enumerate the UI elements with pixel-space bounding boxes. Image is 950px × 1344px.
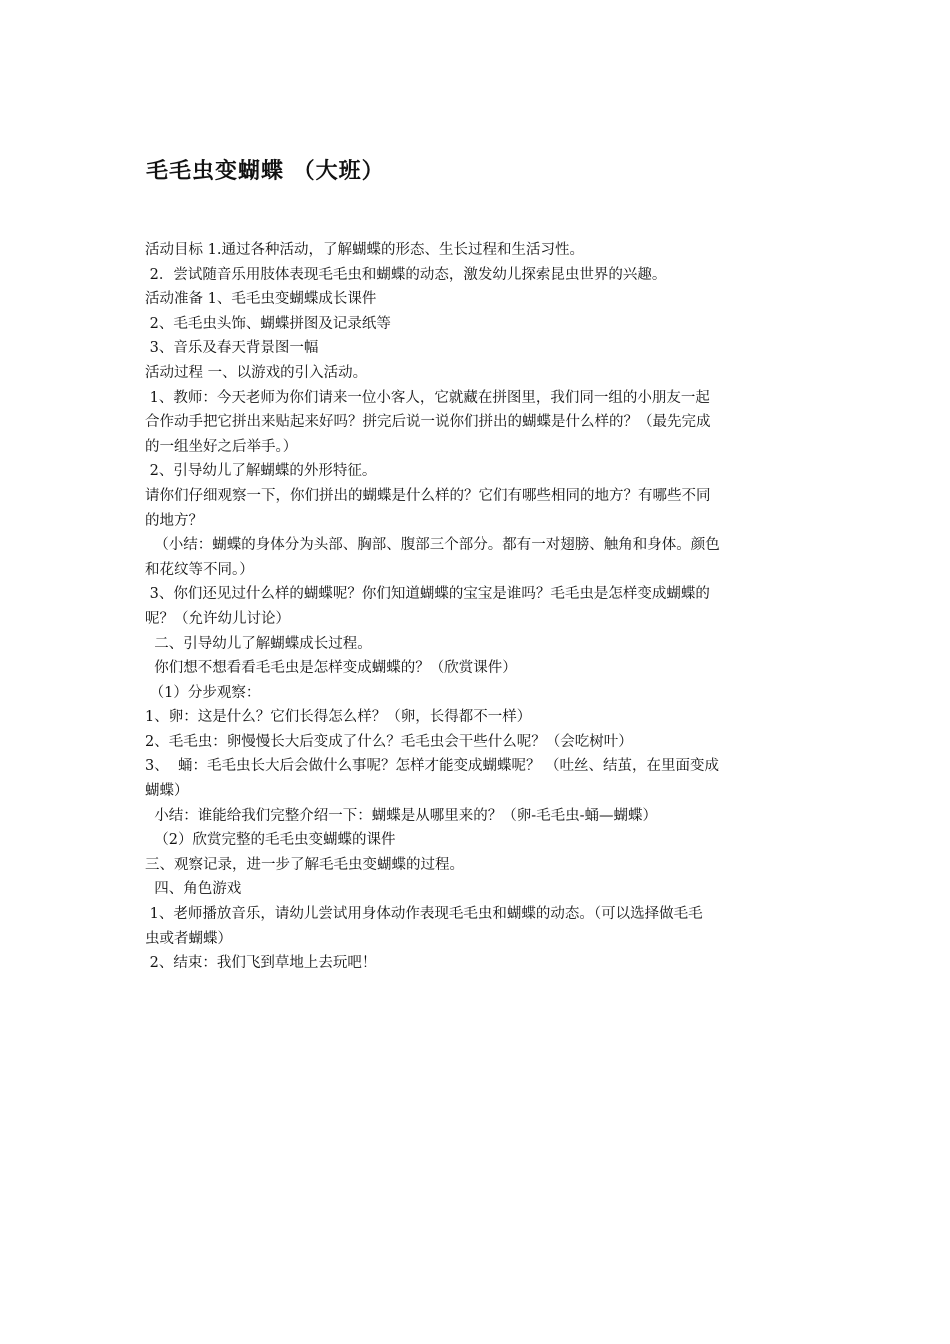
body-line: 2、毛毛虫头饰、蝴蝶拼图及记录纸等 [145,315,391,332]
body-line: 1、教师：今天老师为你们请来一位小客人，它就藏在拼图里，我们同一组的小朋友一起 [145,389,710,406]
body-line: 3、音乐及春天背景图一幅 [145,340,319,357]
body-line: 活动准备 1、毛毛虫变蝴蝶成长课件 [145,291,377,308]
body-line: 2、毛毛虫：卵慢慢长大后变成了什么？毛毛虫会干些什么呢？（会吃树叶） [145,733,633,750]
document-title: 毛毛虫变蝴蝶 （大班） [146,159,385,184]
body-line: 你们想不想看看毛毛虫是怎样变成蝴蝶的？（欣赏课件） [145,660,517,677]
body-line: 2、结束：我们飞到草地上去玩吧！ [145,955,377,972]
body-line: （2）欣赏完整的毛毛虫变蝴蝶的课件 [145,832,396,849]
body-line: 呢？（允许幼儿讨论） [145,610,290,627]
body-line: 二、引导幼儿了解蝴蝶成长过程。 [145,635,372,652]
body-line: 的一组坐好之后举手。） [145,438,298,455]
body-line: 1、老师播放音乐，请幼儿尝试用身体动作表现毛毛虫和蝴蝶的动态。（可以选择做毛毛 [145,906,703,923]
body-line: 活动目标 1.通过各种活动，了解蝴蝶的形态、生长过程和生活习性。 [145,242,584,258]
body-line: 和花纹等不同。） [145,561,254,578]
body-line: 四、角色游戏 [145,881,242,898]
body-line: 1、卵：这是什么？它们长得怎么样？（卵，长得都不一样） [145,709,532,726]
body-line: 3、 蛹：毛毛虫长大后会做什么事呢？怎样才能变成蝴蝶呢？ （吐丝、结茧，在里面变成 [145,758,720,775]
document-body [145,238,810,976]
body-line: 2、引导幼儿了解蝴蝶的外形特征。 [145,463,377,480]
body-line: 虫或者蝴蝶） [145,930,232,947]
body-line: （小结：蝴蝶的身体分为头部、胸部、腹部三个部分。都有一对翅膀、触角和身体。颜色 [145,537,720,554]
body-line: 2．尝试随音乐用肢体表现毛毛虫和蝴蝶的动态，激发幼儿探索昆虫世界的兴趣。 [145,266,667,283]
body-line: 3、你们还见过什么样的蝴蝶呢？你们知道蝴蝶的宝宝是谁吗？毛毛虫是怎样变成蝴蝶的 [145,586,710,603]
body-line: 蝴蝶） [145,783,189,800]
body-line: 的地方？ [145,512,203,529]
body-line: 小结：谁能给我们完整介绍一下：蝴蝶是从哪里来的？（卵-毛毛虫-蛹—蝴蝶） [145,807,658,824]
body-line: 合作动手把它拼出来贴起来好吗？拼完后说一说你们拼出的蝴蝶是什么样的？（最先完成 [145,414,711,431]
body-line: 三、观察记录，进一步了解毛毛虫变蝴蝶的过程。 [145,856,464,873]
body-line: 活动过程 一、以游戏的引入活动。 [145,364,368,381]
body-line: 请你们仔细观察一下，你们拼出的蝴蝶是什么样的？它们有哪些相同的地方？有哪些不同 [145,487,711,504]
body-line: （1）分步观察： [145,684,261,701]
